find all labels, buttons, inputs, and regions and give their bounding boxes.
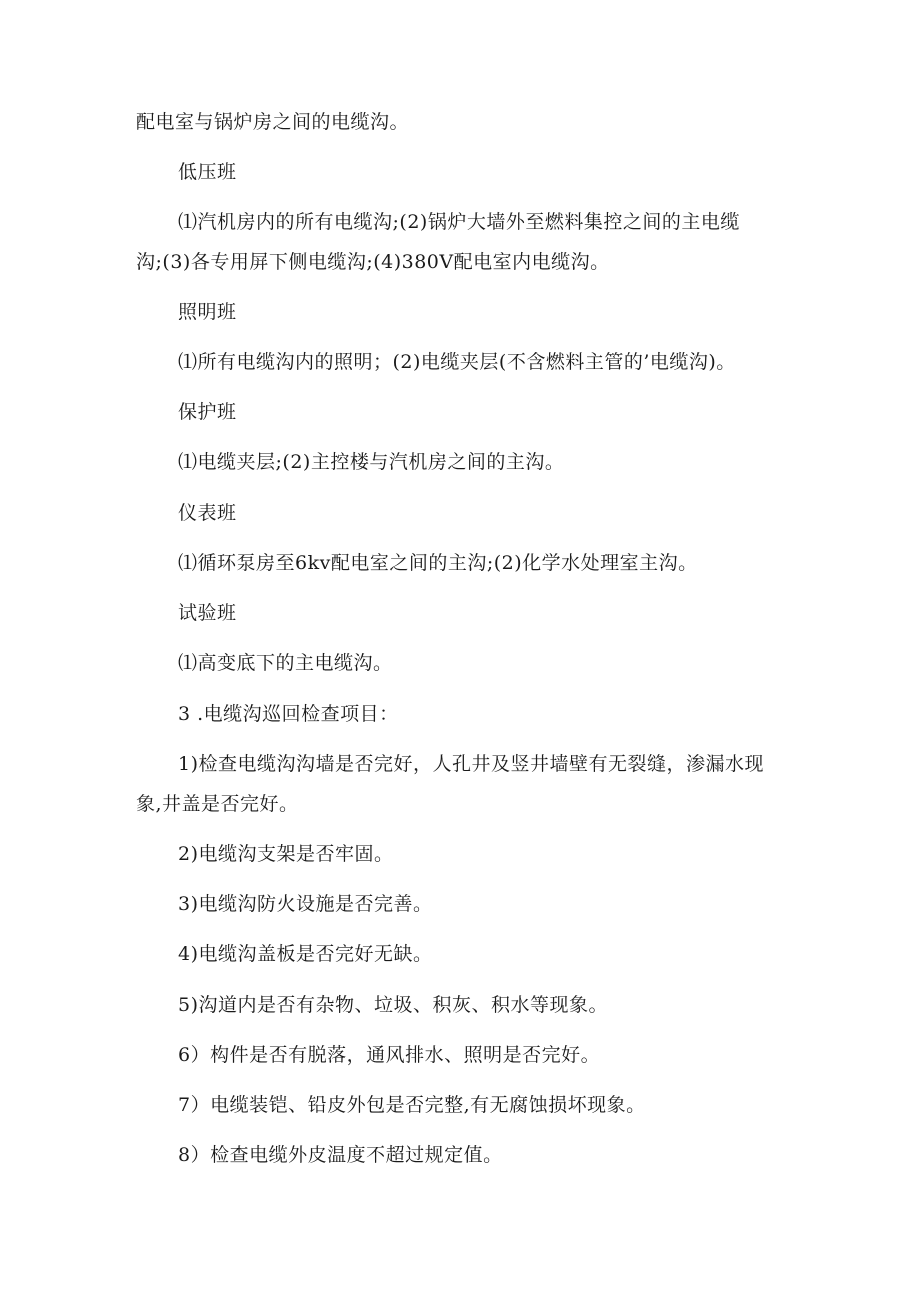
text-line-instrument: ⑴循环泵房至6kv配电室之间的主沟;(2)化学水处理室主沟。	[178, 552, 698, 574]
inspection-item-1-line-1: 1)检查电缆沟沟墙是否完好，人孔井及竖井墙壁有无裂缝，渗漏水现	[178, 753, 765, 775]
section-heading-inspection-items: 3 .电缆沟巡回检查项目：	[178, 703, 399, 725]
inspection-item-4: 4)电缆沟盖板是否完好无缺。	[178, 943, 433, 965]
heading-instrument-team: 仪表班	[178, 502, 237, 524]
inspection-item-2: 2)电缆沟支架是否牢固。	[178, 843, 394, 865]
inspection-item-5: 5)沟道内是否有杂物、垃圾、积灰、积水等现象。	[178, 994, 609, 1016]
heading-protection-team: 保护班	[178, 401, 237, 423]
inspection-item-8: 8）检查电缆外皮温度不超过规定值。	[178, 1144, 503, 1166]
inspection-item-1-line-2: 象,井盖是否完好。	[136, 793, 299, 815]
text-line-low-voltage-1: ⑴汽机房内的所有电缆沟;(2)锅炉大墙外至燃料集控之间的主电缆	[178, 211, 740, 233]
heading-low-voltage-team: 低压班	[178, 161, 237, 183]
text-line-protection: ⑴电缆夹层;(2)主控楼与汽机房之间的主沟。	[178, 451, 565, 473]
heading-lighting-team: 照明班	[178, 301, 237, 323]
inspection-item-3: 3)电缆沟防火设施是否完善。	[178, 893, 433, 915]
text-line-low-voltage-2: 沟;(3)各专用屏下侧电缆沟;(4)380V配电室内电缆沟。	[136, 251, 610, 273]
inspection-item-7: 7）电缆装铠、铅皮外包是否完整,有无腐蚀损坏现象。	[178, 1094, 646, 1116]
inspection-item-6: 6）构件是否有脱落，通风排水、照明是否完好。	[178, 1044, 601, 1066]
heading-test-team: 试验班	[178, 602, 237, 624]
text-line-test: ⑴高变底下的主电缆沟。	[178, 652, 393, 674]
text-line-cable-trench-end: 配电室与锅炉房之间的电缆沟。	[136, 111, 410, 133]
text-line-lighting: ⑴所有电缆沟内的照明；(2)电缆夹层(不含燃料主管的’电缆沟)。	[178, 351, 736, 373]
